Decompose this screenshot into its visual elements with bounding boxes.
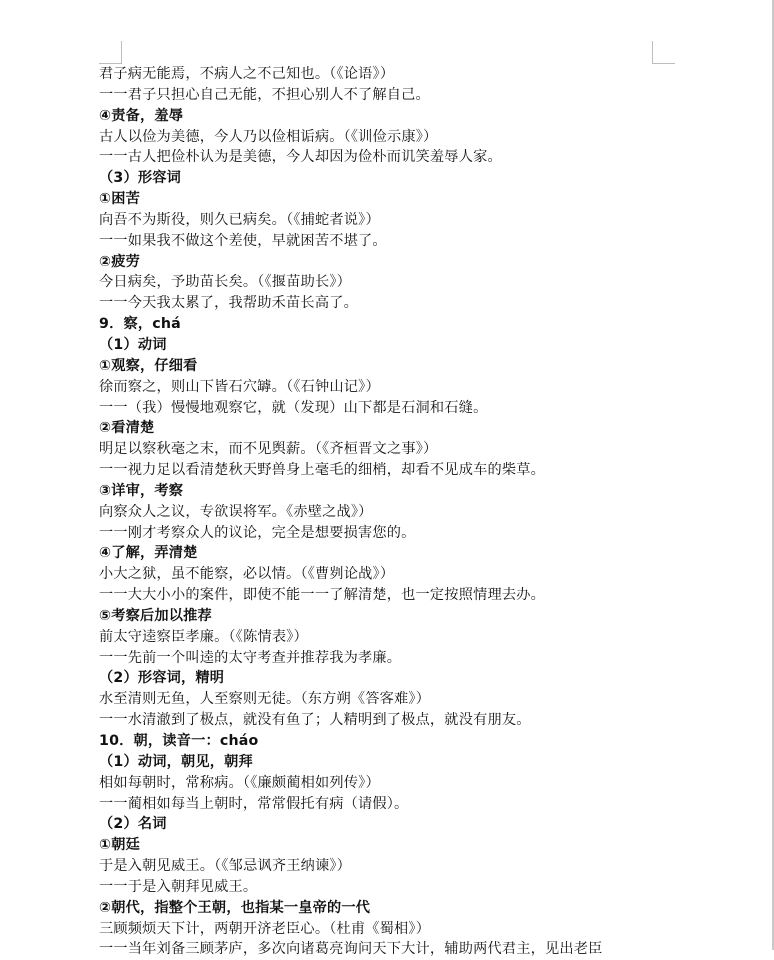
margin-corner-mark-top-right bbox=[652, 41, 675, 64]
text-line[interactable]: 相如每朝时，常称病。（《廉颇蔺相如列传》） bbox=[99, 774, 380, 791]
text-line[interactable]: 一一刚才考察众人的议论，完全是想要损害您的。 bbox=[99, 524, 416, 541]
text-line[interactable]: 明足以察秋毫之末，而不见舆薪。（《齐桓晋文之事》） bbox=[99, 441, 438, 458]
text-line[interactable]: 君子病无能焉，不病人之不己知也。（《论语》） bbox=[99, 66, 395, 82]
text-line[interactable]: 徐而察之，则山下皆石穴罅。（《石钟山记》） bbox=[99, 378, 380, 395]
text-line[interactable]: 前太守逵察臣孝廉。（《陈情表》） bbox=[99, 628, 308, 645]
heading-line[interactable]: ②朝代，指整个王朝，也指某一皇帝的一代 bbox=[99, 899, 371, 916]
heading-line[interactable]: 10．朝，读音一：cháo bbox=[99, 733, 259, 749]
heading-line[interactable]: ③详审，考察 bbox=[99, 482, 184, 499]
heading-line[interactable]: ⑤考察后加以推荐 bbox=[99, 607, 212, 624]
text-line[interactable]: 一一水清澈到了极点，就没有鱼了；人精明到了极点，就没有朋友。 bbox=[99, 712, 531, 729]
text-line[interactable]: 三顾频烦天下计，两朝开济老臣心。（杜甫《蜀相》） bbox=[99, 920, 431, 937]
text-line[interactable]: 一一君子只担心自己无能，不担心别人不了解自己。 bbox=[99, 86, 430, 103]
text-line[interactable]: 一一（我）慢慢地观察它，就（发现）山下都是石洞和石缝。 bbox=[99, 399, 488, 416]
heading-line[interactable]: （1）动词 bbox=[99, 336, 167, 353]
text-line[interactable]: 一一先前一个叫逵的太守考查并推荐我为孝廉。 bbox=[99, 649, 402, 666]
heading-line[interactable]: ①朝廷 bbox=[99, 837, 140, 854]
text-line[interactable]: 今日病矣，予助苗长矣。（《揠苗助长》） bbox=[99, 274, 352, 291]
heading-line[interactable]: ④了解，弄清楚 bbox=[99, 545, 198, 562]
text-line[interactable]: 一一今天我太累了，我帮助禾苗长高了。 bbox=[99, 295, 358, 312]
heading-line[interactable]: （2）名词 bbox=[99, 816, 167, 833]
text-line[interactable]: 一一古人把俭朴认为是美德，今人却因为俭朴而讥笑羞辱人家。 bbox=[99, 149, 502, 166]
heading-line[interactable]: ①观察，仔细看 bbox=[99, 357, 198, 374]
text-line[interactable]: 向吾不为斯役，则久已病矣。（《捕蛇者说》） bbox=[99, 211, 380, 228]
heading-line[interactable]: ②疲劳 bbox=[99, 253, 140, 270]
heading-line[interactable]: ②看清楚 bbox=[99, 420, 155, 437]
text-line[interactable]: 一一于是入朝拜见威王。 bbox=[99, 878, 258, 895]
heading-line[interactable]: （3）形容词 bbox=[99, 170, 182, 187]
heading-line[interactable]: ①困苦 bbox=[99, 191, 140, 208]
document-body[interactable] bbox=[99, 64, 739, 960]
text-line[interactable]: 向察众人之议，专欲误将军。《赤壁之战》） bbox=[99, 503, 373, 520]
margin-corner-mark-top-left bbox=[99, 41, 122, 64]
text-line[interactable]: 古人以俭为美德，今人乃以俭相诟病。（《训俭示康》） bbox=[99, 128, 438, 145]
text-line[interactable]: 小大之狱，虽不能察，必以情。（《曹刿论战》） bbox=[99, 566, 395, 583]
heading-line[interactable]: （1）动词，朝见，朝拜 bbox=[99, 753, 253, 770]
text-line[interactable]: 一一蔺相如每当上朝时，常常假托有病（请假）。 bbox=[99, 795, 409, 812]
heading-line[interactable]: （2）形容词，精明 bbox=[99, 670, 225, 687]
heading-line[interactable]: ④责备，羞辱 bbox=[99, 107, 184, 124]
text-line[interactable]: 一一大大小小的案件，即使不能一一了解清楚，也一定按照情理去办。 bbox=[99, 587, 546, 604]
text-line[interactable]: 水至清则无鱼，人至察则无徒。（东方朔《答客难》） bbox=[99, 691, 431, 708]
text-line[interactable]: 一一视力足以看清楚秋天野兽身上毫毛的细梢，却看不见成车的柴草。 bbox=[99, 462, 546, 479]
text-line[interactable]: 一一如果我不做这个差使，早就困苦不堪了。 bbox=[99, 232, 387, 249]
heading-line[interactable]: 9．察，chá bbox=[99, 316, 181, 333]
text-line[interactable]: 于是入朝见威王。（《邹忌讽齐王纳谏》） bbox=[99, 858, 352, 875]
text-line[interactable]: 一一当年刘备三顾茅庐，多次向诸葛亮询问天下大计，辅助两代君主，见出老臣 bbox=[99, 941, 603, 958]
